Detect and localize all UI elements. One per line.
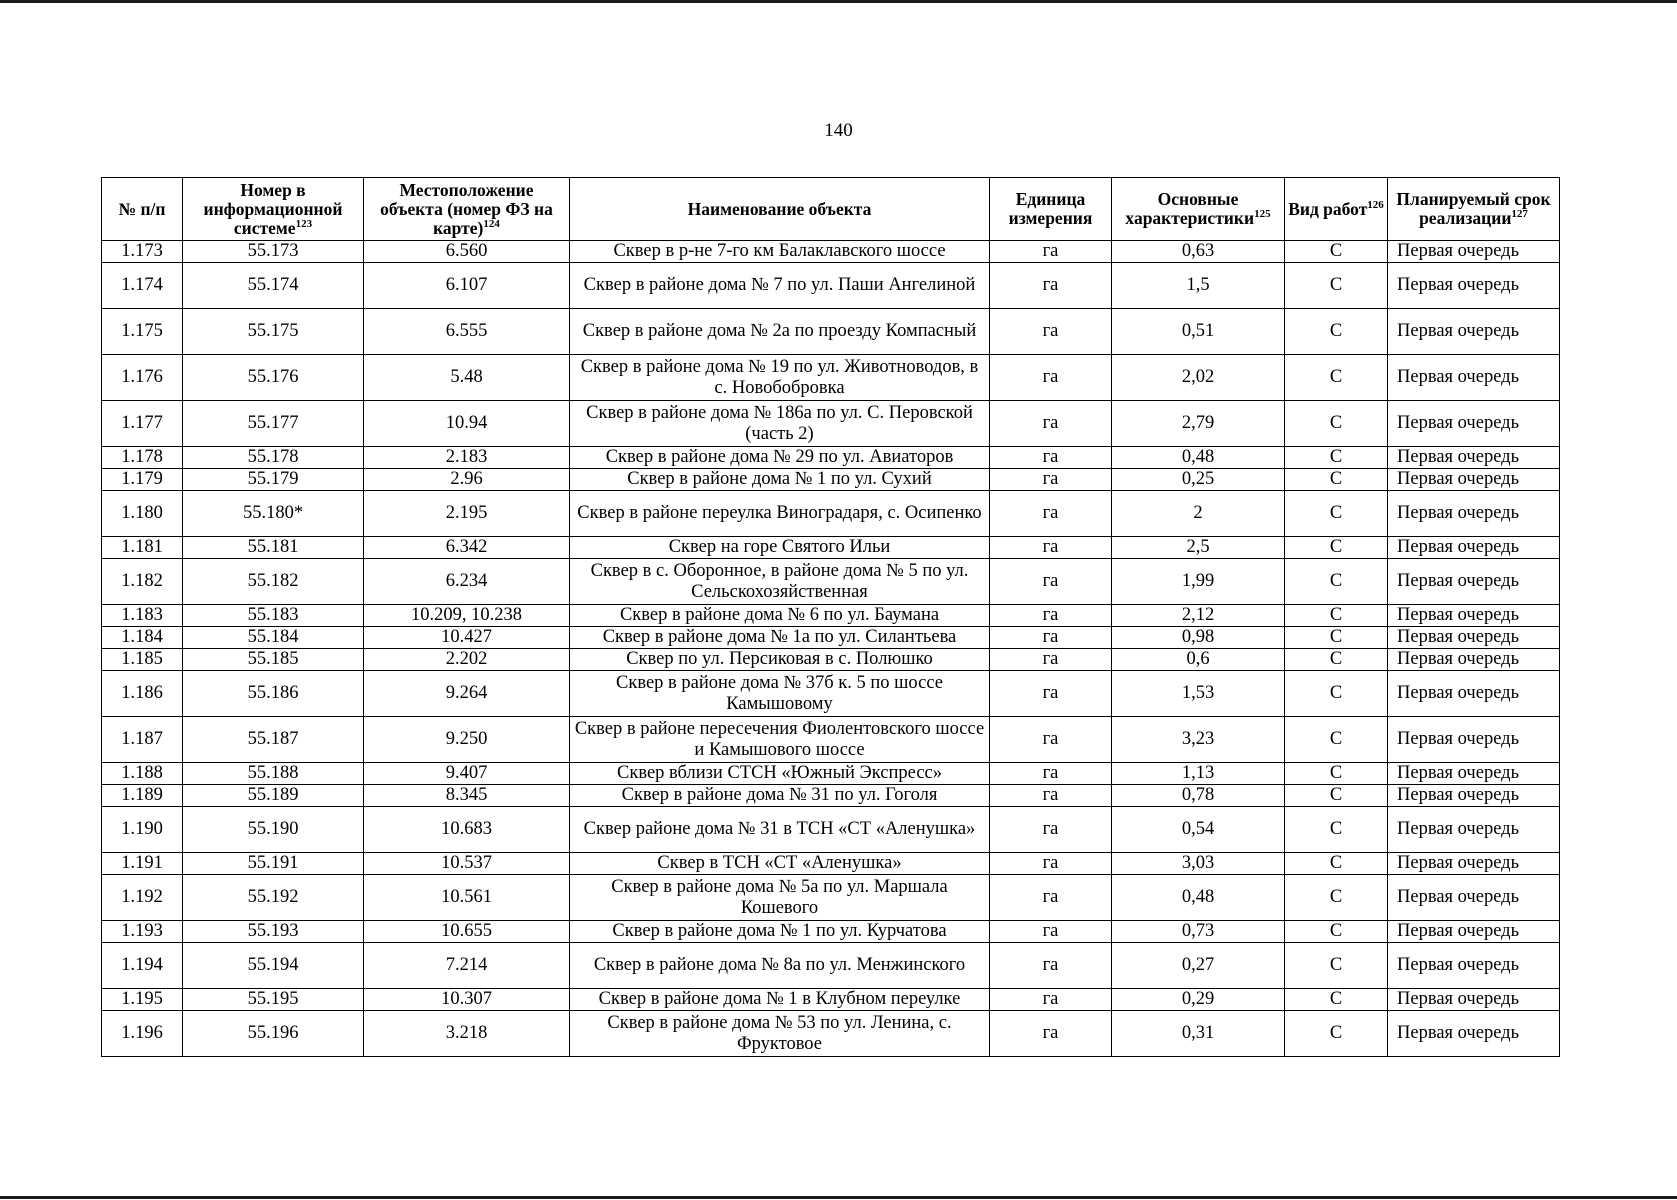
cell-location: 2.96 [364,469,570,491]
cell-location: 6.560 [364,241,570,263]
cell-unit: га [990,875,1112,921]
cell-num: 1.180 [102,491,183,537]
cell-info-number: 55.176 [183,355,364,401]
cell-object-name: Сквер в районе дома № 1а по ул. Силантьева [570,627,990,649]
cell-num: 1.190 [102,807,183,853]
cell-work-type: С [1285,1011,1388,1057]
cell-location: 2.202 [364,649,570,671]
cell-info-number: 55.189 [183,785,364,807]
cell-unit: га [990,605,1112,627]
cell-term: Первая очередь [1388,309,1560,355]
cell-unit: га [990,671,1112,717]
cell-location: 10.94 [364,401,570,447]
cell-unit: га [990,649,1112,671]
cell-characteristic-value: 2 [1112,491,1285,537]
cell-unit: га [990,763,1112,785]
cell-num: 1.178 [102,447,183,469]
cell-characteristic-value: 1,5 [1112,263,1285,309]
cell-work-type: С [1285,263,1388,309]
header-unit: Единица измерения [990,178,1112,241]
cell-location: 8.345 [364,785,570,807]
cell-work-type: С [1285,627,1388,649]
table-row [102,559,1560,605]
cell-characteristic-value: 0,48 [1112,875,1285,921]
cell-info-number: 55.181 [183,537,364,559]
table-body [102,241,1560,1057]
cell-num: 1.183 [102,605,183,627]
cell-location: 7.214 [364,943,570,989]
cell-num: 1.194 [102,943,183,989]
cell-term: Первая очередь [1388,921,1560,943]
cell-characteristic-value: 0,98 [1112,627,1285,649]
table-row [102,717,1560,763]
cell-unit: га [990,559,1112,605]
cell-term: Первая очередь [1388,537,1560,559]
cell-term: Первая очередь [1388,627,1560,649]
cell-work-type: С [1285,537,1388,559]
cell-unit: га [990,447,1112,469]
cell-work-type: С [1285,559,1388,605]
cell-term: Первая очередь [1388,853,1560,875]
cell-location: 6.107 [364,263,570,309]
cell-num: 1.196 [102,1011,183,1057]
cell-info-number: 55.184 [183,627,364,649]
header-object-name: Наименование объекта [570,178,990,241]
cell-num: 1.182 [102,559,183,605]
cell-unit: га [990,355,1112,401]
cell-location: 10.537 [364,853,570,875]
cell-location: 10.683 [364,807,570,853]
cell-characteristic-value: 0,51 [1112,309,1285,355]
table-row [102,1011,1560,1057]
cell-work-type: С [1285,989,1388,1011]
cell-characteristic-value: 0,29 [1112,989,1285,1011]
header-term: Планируемый срок реализации$^{127}$ [1388,178,1560,241]
cell-object-name: Сквер в ТСН «СТ «Аленушка» [570,853,990,875]
cell-info-number: 55.183 [183,605,364,627]
cell-characteristic-value: 1,13 [1112,763,1285,785]
cell-unit: га [990,989,1112,1011]
cell-info-number: 55.185 [183,649,364,671]
cell-location: 3.218 [364,1011,570,1057]
header-num: № п/п [102,178,183,241]
cell-location: 6.555 [364,309,570,355]
cell-info-number: 55.196 [183,1011,364,1057]
cell-num: 1.193 [102,921,183,943]
cell-object-name: Сквер в районе дома № 31 по ул. Гоголя [570,785,990,807]
cell-object-name: Сквер в районе дома № 6 по ул. Баумана [570,605,990,627]
table-row [102,943,1560,989]
cell-object-name: Сквер вблизи СТСН «Южный Экспресс» [570,763,990,785]
cell-location: 2.195 [364,491,570,537]
cell-info-number: 55.188 [183,763,364,785]
cell-num: 1.184 [102,627,183,649]
cell-unit: га [990,853,1112,875]
cell-info-number: 55.179 [183,469,364,491]
cell-unit: га [990,807,1112,853]
cell-location: 10.561 [364,875,570,921]
cell-characteristic-value: 0,48 [1112,447,1285,469]
cell-characteristic-value: 3,23 [1112,717,1285,763]
cell-num: 1.189 [102,785,183,807]
table-row [102,309,1560,355]
objects-table [101,177,1560,1057]
cell-info-number: 55.192 [183,875,364,921]
cell-unit: га [990,263,1112,309]
cell-work-type: С [1285,943,1388,989]
cell-work-type: С [1285,671,1388,717]
cell-term: Первая очередь [1388,717,1560,763]
cell-object-name: Сквер в районе дома № 1 по ул. Сухий [570,469,990,491]
cell-characteristic-value: 0,63 [1112,241,1285,263]
cell-characteristic-value: 2,12 [1112,605,1285,627]
table-row [102,241,1560,263]
cell-term: Первая очередь [1388,491,1560,537]
table-row [102,491,1560,537]
cell-object-name: Сквер районе дома № 31 в ТСН «СТ «Аленушка» [570,807,990,853]
cell-object-name: Сквер в районе дома № 186а по ул. С. Перовской (часть 2) [570,401,990,447]
cell-object-name: Сквер в районе дома № 1 в Клубном переулке [570,989,990,1011]
cell-location: 2.183 [364,447,570,469]
cell-location: 9.407 [364,763,570,785]
cell-object-name: Сквер на горе Святого Ильи [570,537,990,559]
cell-location: 9.250 [364,717,570,763]
cell-num: 1.186 [102,671,183,717]
cell-location: 10.427 [364,627,570,649]
cell-location: 5.48 [364,355,570,401]
cell-object-name: Сквер в районе дома № 37б к. 5 по шоссе Камышовому [570,671,990,717]
cell-characteristic-value: 1,53 [1112,671,1285,717]
cell-term: Первая очередь [1388,263,1560,309]
cell-term: Первая очередь [1388,355,1560,401]
cell-object-name: Сквер в районе дома № 29 по ул. Авиаторов [570,447,990,469]
cell-info-number: 55.177 [183,401,364,447]
cell-num: 1.185 [102,649,183,671]
cell-num: 1.191 [102,853,183,875]
cell-term: Первая очередь [1388,649,1560,671]
table-row [102,263,1560,309]
cell-term: Первая очередь [1388,241,1560,263]
cell-num: 1.192 [102,875,183,921]
cell-term: Первая очередь [1388,671,1560,717]
cell-object-name: Сквер в районе дома № 5а по ул. Маршала Кошевого [570,875,990,921]
cell-unit: га [990,309,1112,355]
cell-object-name: Сквер в с. Оборонное, в районе дома № 5 по ул. Сельскохозяйственная [570,559,990,605]
cell-info-number: 55.174 [183,263,364,309]
cell-term: Первая очередь [1388,559,1560,605]
table-row [102,355,1560,401]
table-row [102,447,1560,469]
cell-unit: га [990,241,1112,263]
cell-num: 1.176 [102,355,183,401]
top-scan-border [0,0,1677,3]
cell-work-type: С [1285,605,1388,627]
cell-unit: га [990,627,1112,649]
cell-info-number: 55.187 [183,717,364,763]
table-row [102,875,1560,921]
cell-info-number: 55.194 [183,943,364,989]
cell-object-name: Сквер в районе дома № 7 по ул. Паши Ангелиной [570,263,990,309]
cell-term: Первая очередь [1388,605,1560,627]
cell-location: 10.655 [364,921,570,943]
cell-term: Первая очередь [1388,763,1560,785]
cell-unit: га [990,469,1112,491]
cell-num: 1.181 [102,537,183,559]
cell-info-number: 55.180* [183,491,364,537]
cell-unit: га [990,943,1112,989]
table-row [102,627,1560,649]
cell-num: 1.195 [102,989,183,1011]
cell-info-number: 55.193 [183,921,364,943]
cell-term: Первая очередь [1388,469,1560,491]
cell-object-name: Сквер по ул. Персиковая в с. Полюшко [570,649,990,671]
cell-object-name: Сквер в р-не 7-го км Балаклавского шоссе [570,241,990,263]
cell-work-type: С [1285,491,1388,537]
cell-term: Первая очередь [1388,447,1560,469]
cell-location: 6.342 [364,537,570,559]
table-row [102,763,1560,785]
cell-work-type: С [1285,875,1388,921]
cell-location: 10.209, 10.238 [364,605,570,627]
cell-characteristic-value: 0,27 [1112,943,1285,989]
table-row [102,807,1560,853]
cell-num: 1.177 [102,401,183,447]
cell-work-type: С [1285,785,1388,807]
cell-object-name: Сквер в районе дома № 8а по ул. Менжинского [570,943,990,989]
table-row [102,921,1560,943]
cell-info-number: 55.173 [183,241,364,263]
cell-location: 10.307 [364,989,570,1011]
cell-characteristic-value: 1,99 [1112,559,1285,605]
cell-characteristic-value: 0,54 [1112,807,1285,853]
cell-characteristic-value: 2,5 [1112,537,1285,559]
cell-unit: га [990,491,1112,537]
cell-unit: га [990,785,1112,807]
cell-work-type: С [1285,717,1388,763]
cell-work-type: С [1285,355,1388,401]
table-row [102,989,1560,1011]
header-location: Местоположение объекта (номер ФЗ на карте)$^{124}$ [364,178,570,241]
cell-object-name: Сквер в районе дома № 1 по ул. Курчатова [570,921,990,943]
cell-term: Первая очередь [1388,807,1560,853]
cell-num: 1.179 [102,469,183,491]
table-row [102,605,1560,627]
cell-work-type: С [1285,241,1388,263]
table-row [102,853,1560,875]
cell-unit: га [990,1011,1112,1057]
page-number: 140 [824,120,853,141]
cell-characteristic-value: 3,03 [1112,853,1285,875]
cell-characteristic-value: 0,78 [1112,785,1285,807]
cell-characteristic-value: 2,79 [1112,401,1285,447]
cell-unit: га [990,921,1112,943]
cell-info-number: 55.175 [183,309,364,355]
header-work-type: Вид работ$^{126}$ [1285,178,1388,241]
cell-unit: га [990,537,1112,559]
cell-num: 1.174 [102,263,183,309]
table-row [102,649,1560,671]
cell-info-number: 55.182 [183,559,364,605]
table-row [102,469,1560,491]
cell-object-name: Сквер в районе дома № 19 по ул. Животноводов, в с. Новобобровка [570,355,990,401]
cell-work-type: С [1285,921,1388,943]
cell-work-type: С [1285,649,1388,671]
cell-term: Первая очередь [1388,875,1560,921]
cell-num: 1.175 [102,309,183,355]
cell-work-type: С [1285,401,1388,447]
cell-num: 1.173 [102,241,183,263]
cell-term: Первая очередь [1388,785,1560,807]
cell-characteristic-value: 2,02 [1112,355,1285,401]
cell-term: Первая очередь [1388,989,1560,1011]
cell-info-number: 55.195 [183,989,364,1011]
header-row [102,178,1560,241]
table-row [102,671,1560,717]
cell-work-type: С [1285,469,1388,491]
cell-characteristic-value: 0,6 [1112,649,1285,671]
cell-num: 1.187 [102,717,183,763]
cell-characteristic-value: 0,31 [1112,1011,1285,1057]
header-info-number: Номер в информационной системе$^{123}$ [183,178,364,241]
cell-unit: га [990,401,1112,447]
cell-object-name: Сквер в районе дома № 53 по ул. Ленина, с. Фруктовое [570,1011,990,1057]
cell-term: Первая очередь [1388,1011,1560,1057]
cell-object-name: Сквер в районе пересечения Фиолентовского шоссе и Камышового шоссе [570,717,990,763]
cell-info-number: 55.186 [183,671,364,717]
cell-object-name: Сквер в районе дома № 2а по проезду Компасный [570,309,990,355]
cell-work-type: С [1285,763,1388,785]
cell-characteristic-value: 0,73 [1112,921,1285,943]
cell-work-type: С [1285,853,1388,875]
table-row [102,537,1560,559]
cell-info-number: 55.178 [183,447,364,469]
table-row [102,785,1560,807]
cell-work-type: С [1285,807,1388,853]
header-characteristics: Основные характеристики$^{125}$ [1112,178,1285,241]
cell-location: 6.234 [364,559,570,605]
cell-info-number: 55.190 [183,807,364,853]
cell-work-type: С [1285,309,1388,355]
cell-term: Первая очередь [1388,401,1560,447]
cell-location: 9.264 [364,671,570,717]
cell-info-number: 55.191 [183,853,364,875]
bottom-scan-border [0,1196,1677,1199]
cell-term: Первая очередь [1388,943,1560,989]
cell-characteristic-value: 0,25 [1112,469,1285,491]
cell-unit: га [990,717,1112,763]
table-row [102,401,1560,447]
cell-object-name: Сквер в районе переулка Виноградаря, с. Осипенко [570,491,990,537]
cell-work-type: С [1285,447,1388,469]
cell-num: 1.188 [102,763,183,785]
